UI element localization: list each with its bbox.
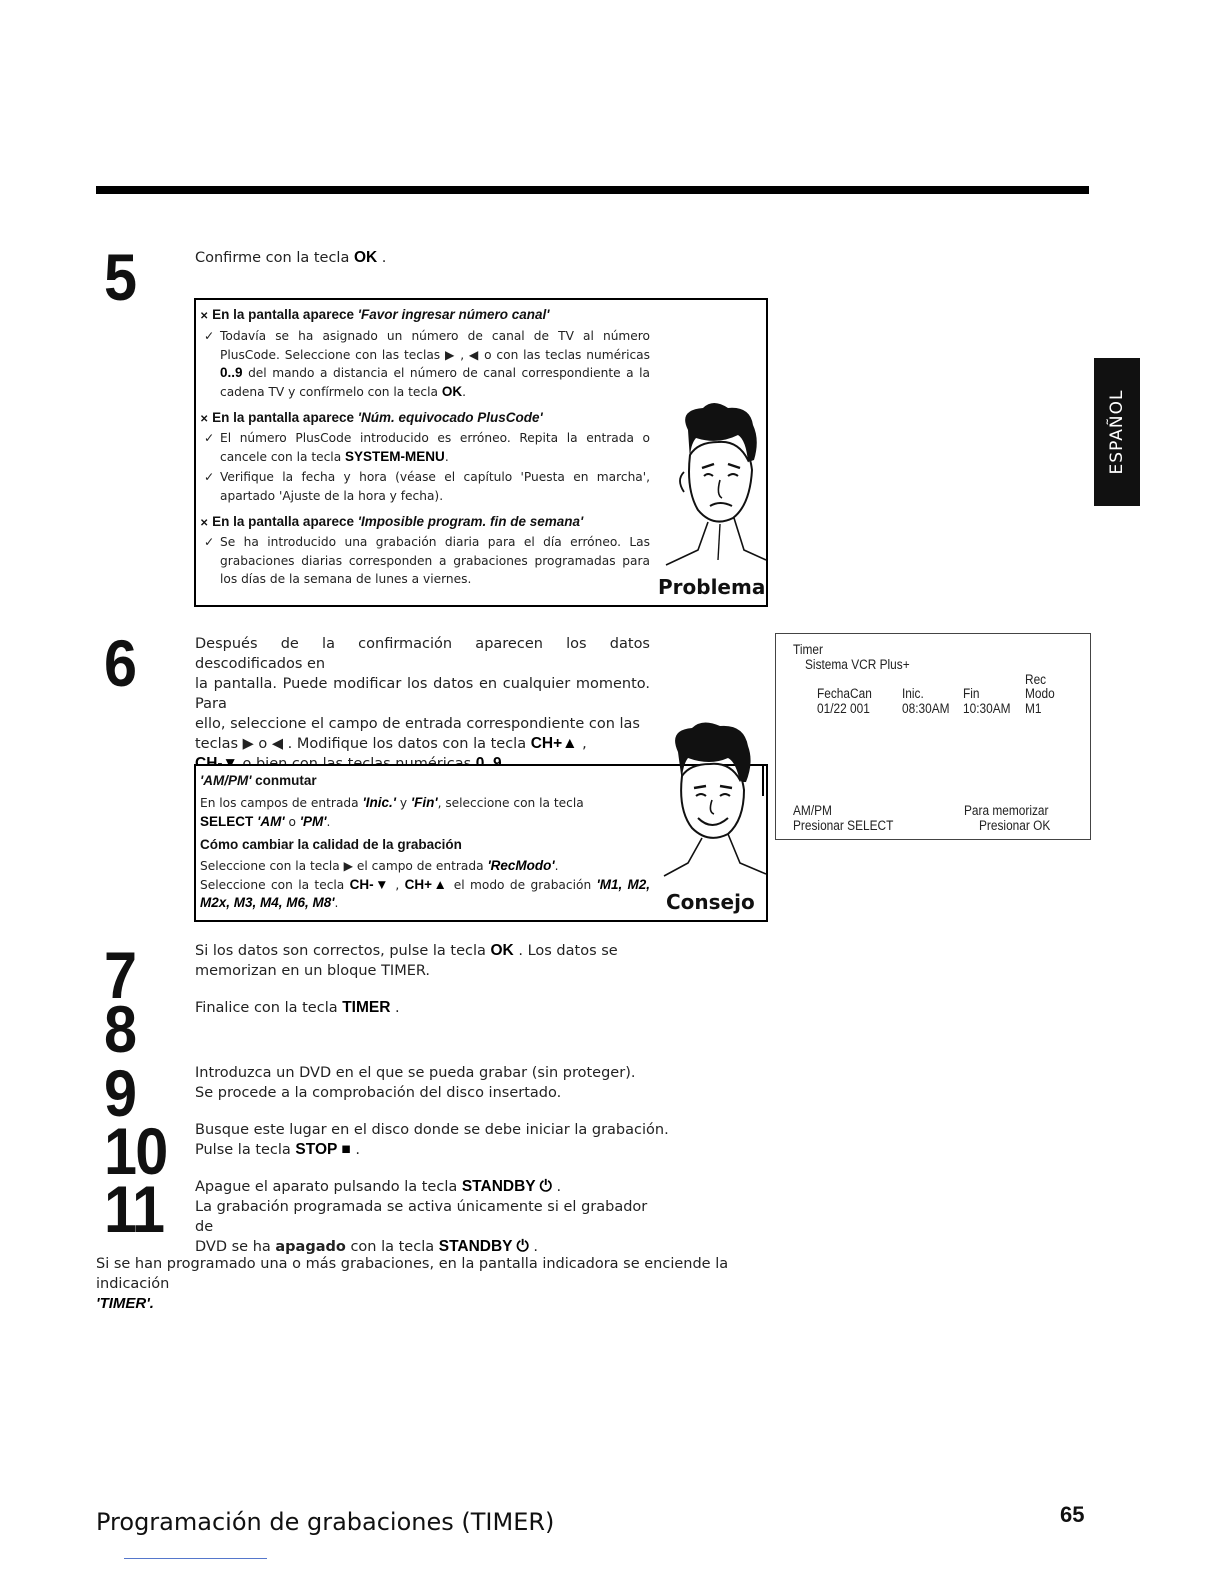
problem-text-3: Verifique la fecha y hora (véase el capítulo 'Puesta en marcha', apartado 'Ajuste de la hora y fecha). <box>220 470 650 503</box>
step-number-10: 10 <box>104 1114 167 1188</box>
problem-text-2: El número PlusCode introducido es erróneo. Repita la entrada o cancele con la tecla SYSTEM-MENU. <box>220 431 650 464</box>
step-11-text: Apague el aparato pulsando la tecla STANDBY ⏻ . La grabación programada se activa únicamente si el grabador de DVD se ha apagado con la tecla STANDBY ⏻ . <box>195 1178 648 1255</box>
problema-box: ✕ En la pantalla aparece 'Favor ingresar número canal' ✓ Todavía se ha asignado un número de canal de TV al número PlusCode. Seleccione con las teclas ▶ , ◀ o con las teclas numéricas 0..9 del mando a distancia el número de canal correspondiente a la cadena TV y confírmelo con la tecla OK. ✕ En la pantalla aparece 'Núm. equivocado PlusCode' ✓ El número PlusCode introducido es erróneo. Repita la entrada o cancele con la tecla SYSTEM-MENU. ✓ Verifique la fecha y hora (véase el capítulo 'Puesta en marcha', apartado 'Ajuste de la hora y fecha). ✕ En la pantalla aparece 'Imposible program. fin de semana' ✓ Se ha introducido una grabación diaria para el día erróneo. Las grabaciones diarias corresponden a grabaciones programadas para los días de la semana de lunes a viernes. Problema <box>194 298 768 607</box>
worried-face-illustration <box>658 400 768 570</box>
timer-header-fechacan: FechaCan <box>817 686 872 701</box>
step-number-5: 5 <box>104 240 136 314</box>
smiling-face-illustration <box>650 718 768 878</box>
problem-text-1: Todavía se ha asignado un número de canal de TV al número PlusCode. Seleccione con las teclas ▶ , ◀ o con las teclas numéricas 0..9 del mando a distancia el número de canal correspondiente a la cadena TV y confírmelo con la tecla OK. <box>220 329 650 399</box>
problema-label: Problema <box>658 575 766 599</box>
timer-header-inic: Inic. <box>902 686 924 701</box>
consejo-box-notch <box>762 766 764 796</box>
timer-title: Timer <box>793 642 823 657</box>
timer-cell-inic: 08:30AM <box>902 701 950 716</box>
consejo-label: Consejo <box>666 890 755 914</box>
step-number-9: 9 <box>104 1056 136 1130</box>
footer-title: Programación de grabaciones (TIMER) <box>96 1508 555 1536</box>
timer-screen <box>775 633 1091 840</box>
timer-header-rec: Rec <box>1025 672 1047 687</box>
tip-heading-1: 'AM/PM' conmutar <box>200 773 317 788</box>
step-10-text: Busque este lugar en el disco donde se debe iniciar la grabación. Pulse la tecla STOP ■ . <box>195 1122 669 1158</box>
timer-subtitle: Sistema VCR Plus+ <box>805 657 910 672</box>
step-8-text: Finalice con la tecla TIMER . <box>195 999 400 1016</box>
problem-text-4: Se ha introducido una grabación diaria para el día erróneo. Las grabaciones diarias corresponden a grabaciones programadas para los días de la semana de lunes a viernes. <box>220 535 650 586</box>
step-number-8: 8 <box>104 992 136 1066</box>
step-7-text: Si los datos son correctos, pulse la tecla OK . Los datos se memorizan en un bloque TIMER. <box>195 942 618 979</box>
timer-note: Si se han programado una o más grabaciones, en la pantalla indicadora se enciende la indicación 'TIMER'. <box>96 1256 729 1312</box>
step-number-7: 7 <box>104 938 136 1012</box>
timer-select-hint: Presionar SELECT <box>793 818 894 833</box>
tip-text-2: Seleccione con la tecla ▶ el campo de entrada 'RecModo'. Seleccione con la tecla CH-▼ , CH+▲ el modo de grabación 'M1, M2, M2x, M3, M4, M6, M8'. <box>200 858 651 910</box>
problem-heading-3: ✕ En la pantalla aparece 'Imposible program. fin de semana' <box>200 514 584 529</box>
tip-text-1: En los campos de entrada 'Inic.' y 'Fin', seleccione con la tecla SELECT 'AM' o 'PM'. <box>200 795 584 829</box>
step-number-6: 6 <box>104 626 136 700</box>
problem-heading-1: ✕ En la pantalla aparece 'Favor ingresar número canal' <box>200 307 550 322</box>
timer-cell-modo: M1 <box>1025 701 1042 716</box>
problem-heading-2: ✕ En la pantalla aparece 'Núm. equivocado PlusCode' <box>200 410 543 425</box>
page-number: 65 <box>1060 1502 1085 1527</box>
timer-header-fin: Fin <box>963 686 980 701</box>
timer-header-modo: Modo <box>1025 686 1055 701</box>
step-number-11: 11 <box>104 1172 164 1246</box>
step-5-text: Confirme con la tecla OK . <box>195 249 387 266</box>
step-6-text: Después de la confirmación aparecen los datos descodificados en la pantalla. Puede modificar los datos en cualquier momento. Para ello, seleccione el campo de entrada correspondiente con las teclas ▶ o ◀ . Modifique los datos con la tecla CH+▲ , <box>195 636 650 752</box>
top-rule <box>96 186 1089 194</box>
timer-ok-hint: Presionar OK <box>979 818 1051 833</box>
step-9-text: Introduzca un DVD en el que se pueda grabar (sin proteger). Se procede a la comprobación del disco insertado. <box>195 1065 636 1101</box>
timer-save-label: Para memorizar <box>964 803 1049 818</box>
timer-cell-fechacan: 01/22 001 <box>817 701 870 716</box>
tip-heading-2: Cómo cambiar la calidad de la grabación <box>200 837 462 852</box>
language-tab: ESPAÑOL <box>1094 358 1140 506</box>
timer-cell-fin: 10:30AM <box>963 701 1011 716</box>
timer-ampm-label: AM/PM <box>793 803 832 818</box>
footer-underline <box>124 1558 267 1559</box>
